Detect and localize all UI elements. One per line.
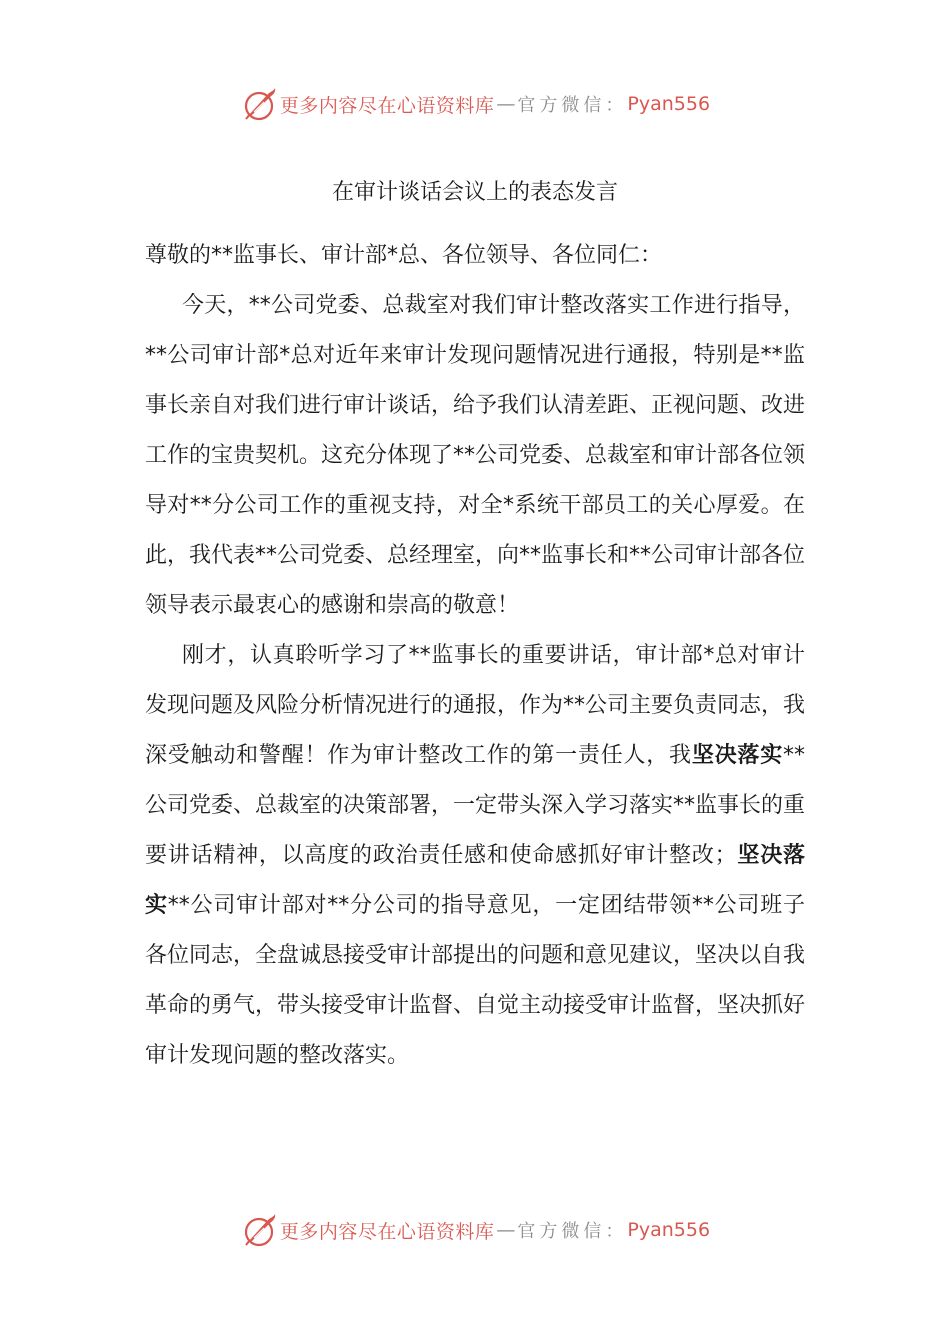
banner-wechat-label: 官方微信：: [517, 1221, 628, 1242]
document-body: [145, 231, 805, 1081]
banner-wechat-label: 官方微信：: [517, 95, 628, 116]
footer-banner: [0, 1210, 950, 1250]
banner-slogan: 更多内容尽在心语资料库: [279, 1220, 495, 1243]
document-title: 在审计谈话会议上的表态发言: [331, 180, 618, 205]
paragraph-2-text-3: **公司审计部对**分公司的指导意见，一定团结带领**公司班子各位同志，全盘诚恳接受审计部提出的问题和意见建议，坚决以自我革命的勇气，带头接受审计监督、自觉主动接受审计监督，坚决抓好审计发现问题的整改落实。: [145, 893, 806, 1068]
banner-wechat-id: Pyan556: [627, 1219, 711, 1241]
emphasis-text-2: 坚决落实: [145, 843, 805, 918]
paragraph-2: [145, 631, 805, 1081]
quill-pen-logo-icon: [240, 85, 278, 123]
banner-wechat-id: Pyan556: [627, 93, 711, 115]
paragraph-2-text-1: 刚才，认真聆听学习了**监事长的重要讲话，审计部*总对审计发现问题及风险分析情况进行的通报，作为**公司主要负责同志，我深受触动和警醒！作为审计整改工作的第一责任人，我: [145, 643, 806, 768]
banner-dash: —: [496, 1219, 516, 1241]
header-banner: [0, 84, 950, 124]
quill-pen-logo-icon: [240, 1211, 278, 1249]
banner-dash: —: [496, 93, 516, 115]
paragraph-1: 今天，**公司党委、总裁室对我们审计整改落实工作进行指导，**公司审计部*总对近年来审计发现问题情况进行通报，特别是**监事长亲自对我们进行审计谈话，给予我们认清差距、正视问题、改进工作的宝贵契机。这充分体现了**公司党委、总裁室和审计部各位领导对**分公司工作的重视支持，对全*系统干部员工的关心厚爱。在此，我代表**公司党委、总经理室，向**监事长和**公司审计部各位领导表示最衷心的感谢和崇高的敬意！: [145, 293, 806, 618]
paragraph-2-text-2: **公司党委、总裁室的决策部署，一定带头深入学习落实**监事长的重要讲话精神，以高度的政治责任感和使命感抓好审计整改；: [145, 743, 806, 868]
salutation: 尊敬的**监事长、审计部*总、各位领导、各位同仁：: [145, 243, 663, 268]
banner-slogan: 更多内容尽在心语资料库: [279, 94, 495, 117]
emphasis-text-1: 坚决落实: [691, 743, 783, 768]
